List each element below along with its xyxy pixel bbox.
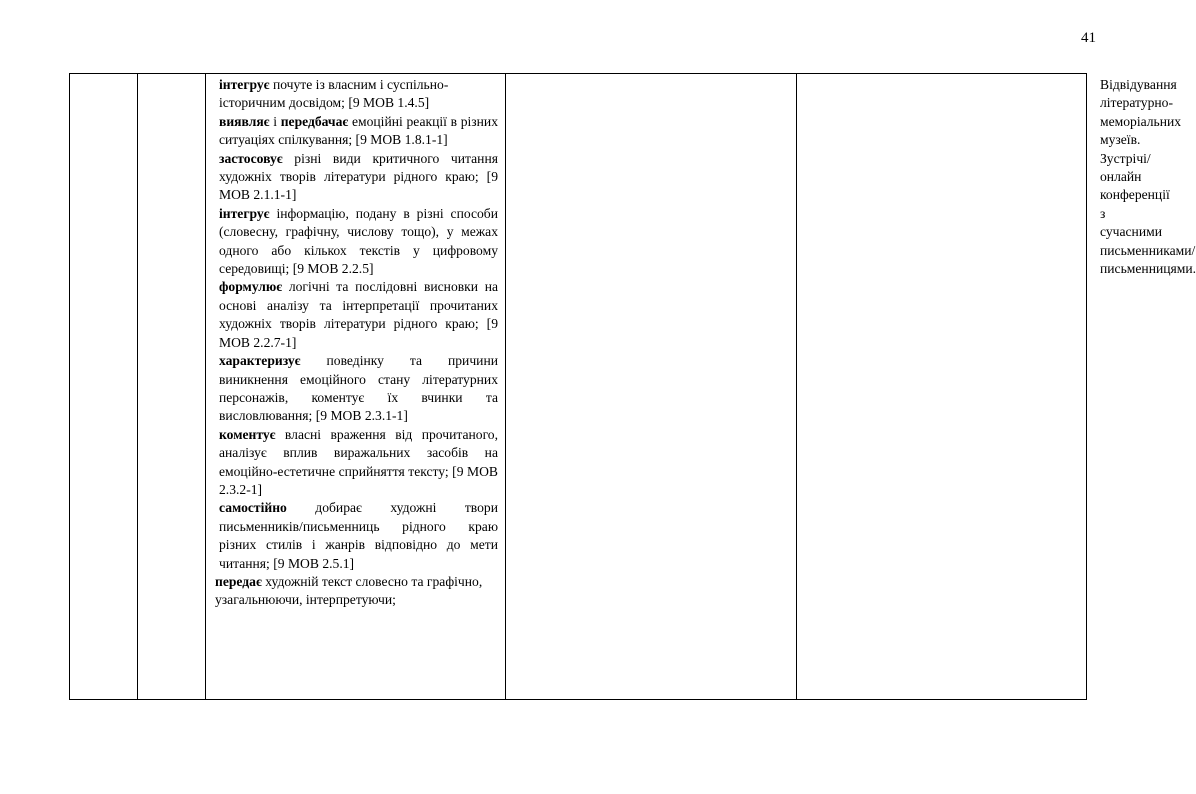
outcome-verb: формулює: [219, 279, 283, 295]
outcome-verb: інтегрує: [219, 205, 270, 221]
outcome-text: логічні та послідовні висновки на основі аналізу та інтерпретації прочитаних художніх творів літератури рідного краю; [9 МОВ 2.2.7-1]: [219, 279, 498, 350]
outcome-text: власні враження від прочитаного, аналізує вплив виражальних засобів на емоційно-естетичне сприйняття тексту; [9 МОВ 2.3.2-1]: [219, 426, 498, 497]
outcome-verb: самостійно: [219, 500, 287, 516]
curriculum-table: [69, 73, 1196, 700]
outcome-text: почуте із власним і суспільно-історичним досвідом; [9 МОВ 1.4.5]: [219, 77, 449, 111]
outcome-text: поведінку та причини виникнення емоційного стану літературних персонажів, коментує їх вчинки та висловлювання; [9 МОВ 2.3.1-1]: [219, 353, 498, 424]
outcome-verb: коментує: [219, 426, 276, 442]
outcome-text: художній текст словесно та графічно, узагальнюючи, інтерпретуючи;: [215, 573, 483, 608]
outcome-item: [219, 278, 498, 352]
learning-outcomes-list: [206, 74, 505, 610]
outcome-verb: виявляє: [219, 113, 270, 129]
outcome-item: [219, 113, 498, 150]
outcome-verb: інтегрує: [219, 77, 270, 92]
outcome-verb: передає: [215, 573, 262, 589]
outcome-item: [219, 499, 498, 573]
outcome-item: [215, 573, 498, 610]
page-number: 41: [1081, 30, 1096, 46]
activities-list: Відвідування літературно-меморіальних музеїв. Зустрічі/онлайн конференції з сучасними письменниками/письменницями.: [1100, 77, 1196, 277]
outcome-text: різні види критичного читання художніх творів літератури рідного краю; [9 МОВ 2.1.1-1]: [219, 150, 498, 203]
outcome-verb: передбачає: [280, 113, 349, 129]
table-cell-4: [506, 74, 797, 700]
table-cell-2: [138, 74, 206, 700]
outcome-item: [219, 426, 498, 500]
table-cell-5: [797, 74, 1087, 700]
table-row: [70, 74, 1087, 700]
outcome-item: [219, 150, 498, 205]
outcome-item: [219, 205, 498, 279]
outcome-text: емоційні реакції в різних ситуаціях спілкування; [9 МОВ 1.8.1-1]: [219, 113, 499, 148]
outcome-connector: і: [269, 113, 281, 129]
learning-outcomes-cell: [206, 74, 506, 700]
outcome-item: [219, 76, 498, 113]
outcome-text: інформацію, подану в різні способи (словесну, графічну, числову тощо), у межах одного або кількох текстів у цифровому середовищі; [9 МОВ 2.2.5]: [219, 205, 498, 277]
outcome-verb: характеризує: [219, 353, 301, 369]
outcome-text: добирає художні твори письменників/письменниць рідного краю різних стилів і жанрів відповідно до мети читання; [9 МОВ 2.5.1]: [219, 500, 498, 571]
table-cell-1: [70, 74, 138, 700]
outcome-verb: застосовує: [219, 150, 283, 166]
outcome-item: [219, 352, 498, 426]
